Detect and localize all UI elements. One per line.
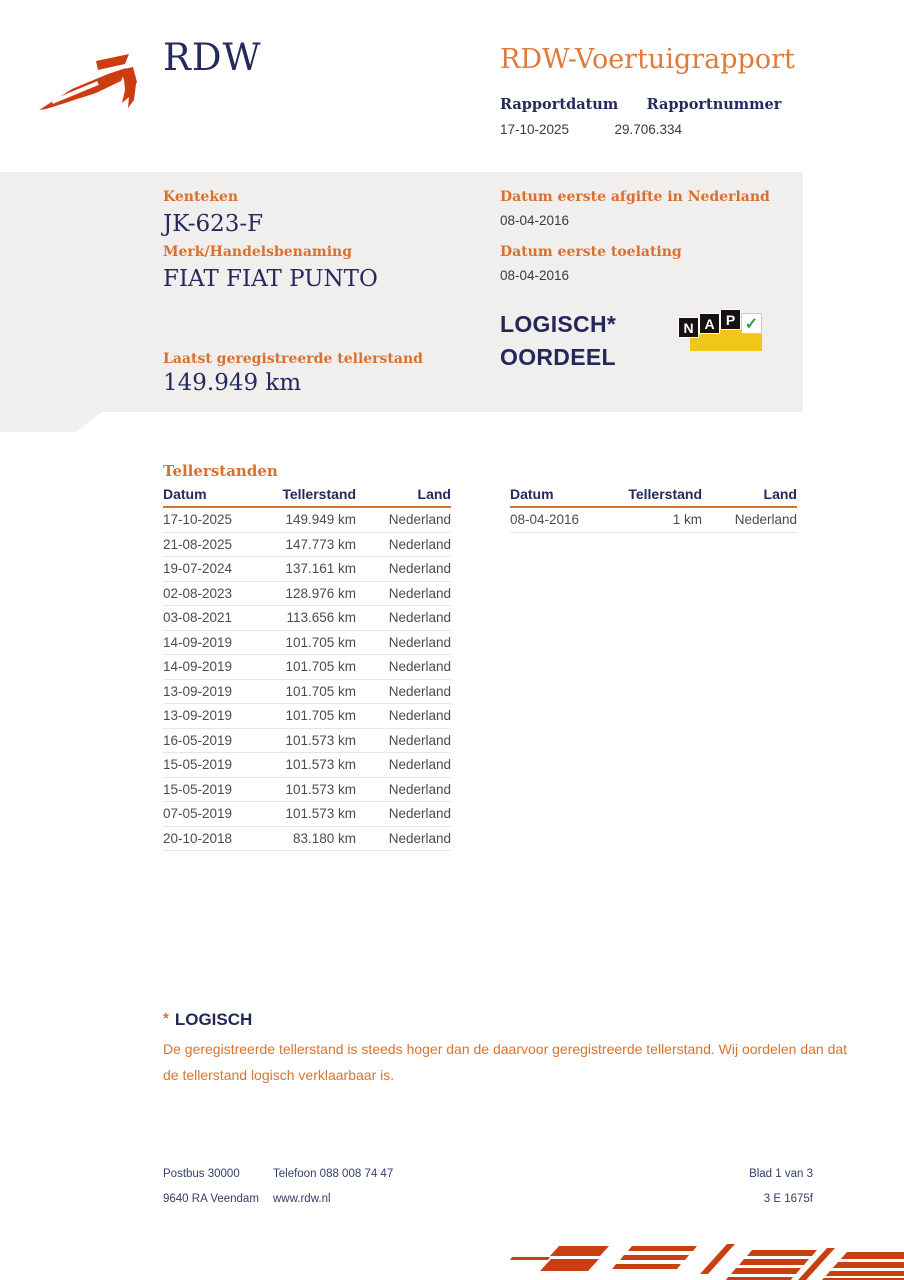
table-cell: 15-05-2019 xyxy=(163,757,233,773)
footer-phone: Telefoon 088 008 74 47 xyxy=(273,1168,394,1180)
table-cell: 137.161 km xyxy=(285,561,356,577)
toelating-label: Datum eerste toelating xyxy=(500,244,682,260)
report-meta xyxy=(500,96,781,139)
column-header-tellerstand: Tellerstand xyxy=(628,486,702,502)
table-cell: 16-05-2019 xyxy=(163,732,233,748)
footer-pageinfo xyxy=(749,1168,813,1218)
table-cell: 07-05-2019 xyxy=(163,806,233,822)
table-row xyxy=(163,508,451,533)
rdw-logo-text: RDW xyxy=(163,36,262,79)
table-row xyxy=(163,778,451,803)
footer-address xyxy=(163,1168,259,1218)
column-header-land: Land xyxy=(763,486,797,502)
column-header-tellerstand: Tellerstand xyxy=(282,486,356,502)
table-row xyxy=(163,533,451,558)
rdw-logo-icon xyxy=(36,52,146,116)
table-cell: 14-09-2019 xyxy=(163,634,233,650)
table-cell: 13-09-2019 xyxy=(163,683,233,699)
table-cell: 149.949 km xyxy=(285,512,356,528)
oordeel-line2: OORDEEL xyxy=(500,344,616,370)
table-cell: 19-07-2024 xyxy=(163,561,233,577)
table-row xyxy=(163,827,451,852)
table-row xyxy=(163,680,451,705)
table-cell: Nederland xyxy=(388,683,451,699)
table-cell: 101.705 km xyxy=(285,659,356,675)
kenteken-value: JK-623-F xyxy=(163,211,264,237)
table-header xyxy=(510,486,797,508)
column-header-land: Land xyxy=(417,486,451,502)
table-cell: 15-05-2019 xyxy=(163,781,233,797)
table-row xyxy=(163,729,451,754)
merk-label: Merk/Handelsbenaming xyxy=(163,244,353,260)
afgifte-field xyxy=(500,189,770,228)
table-cell: 14-09-2019 xyxy=(163,659,233,675)
table-row xyxy=(163,606,451,631)
afgifte-value: 08-04-2016 xyxy=(500,213,570,228)
footer-postbus: Postbus 30000 xyxy=(163,1168,240,1180)
table-cell: 02-08-2023 xyxy=(163,585,233,601)
report-date-label: Rapportdatum xyxy=(500,96,619,113)
table-cell: 03-08-2021 xyxy=(163,610,233,626)
nap-letter-p: P xyxy=(720,309,741,330)
table-cell: 113.656 km xyxy=(286,610,356,626)
table-body xyxy=(510,508,797,533)
afgifte-label: Datum eerste afgifte in Nederland xyxy=(500,189,770,205)
table-cell: 101.705 km xyxy=(285,634,356,650)
nap-logo xyxy=(678,308,764,354)
table-cell: Nederland xyxy=(388,536,451,552)
odometer-table-main xyxy=(163,486,451,851)
table-row xyxy=(163,655,451,680)
toelating-value: 08-04-2016 xyxy=(500,268,570,283)
table-cell: 101.573 km xyxy=(285,781,356,797)
table-header xyxy=(163,486,451,508)
table-row xyxy=(163,802,451,827)
table-cell: Nederland xyxy=(388,659,451,675)
kenteken-field xyxy=(163,189,263,237)
odometer-table-first-registration xyxy=(510,486,797,533)
table-body xyxy=(163,508,451,851)
table-cell: Nederland xyxy=(388,512,451,528)
table-row xyxy=(163,753,451,778)
table-cell: Nederland xyxy=(388,585,451,601)
table-cell: 13-09-2019 xyxy=(163,708,233,724)
table-cell: Nederland xyxy=(388,561,451,577)
note-asterisk: * xyxy=(163,1010,169,1027)
report-date-value: 17-10-2025 xyxy=(500,122,570,137)
table-cell: Nederland xyxy=(388,708,451,724)
note-body: De geregistreerde tellerstand is steeds hoger dan de daarvoor geregistreerde tellerstand. Wij oordelen dan dat de tellerstand logisch verklaarbaar is. xyxy=(163,1041,848,1083)
table-cell: 83.180 km xyxy=(292,830,356,846)
table-cell: Nederland xyxy=(388,781,451,797)
table-cell: 21-08-2025 xyxy=(163,536,233,552)
tellerstand-label: Laatst geregistreerde tellerstand xyxy=(163,351,423,367)
table-cell: Nederland xyxy=(388,732,451,748)
table-row xyxy=(163,631,451,656)
table-cell: 101.573 km xyxy=(285,732,356,748)
rdw-stripes-decoration-icon xyxy=(510,1238,904,1280)
kenteken-label: Kenteken xyxy=(163,189,239,205)
table-cell: Nederland xyxy=(388,830,451,846)
column-header-datum: Datum xyxy=(163,486,207,502)
merk-value: FIAT FIAT PUNTO xyxy=(163,266,378,292)
table-cell: 20-10-2018 xyxy=(163,830,233,846)
footer-form-code: 3 E 1675f xyxy=(763,1193,813,1205)
table-cell: Nederland xyxy=(388,806,451,822)
toelating-field xyxy=(500,244,682,283)
table-cell: 101.705 km xyxy=(285,683,356,699)
merk-field xyxy=(163,244,378,292)
column-header-datum: Datum xyxy=(510,486,554,502)
tellerstanden-title: Tellerstanden xyxy=(163,462,278,480)
table-row xyxy=(510,508,797,533)
report-number-value: 29.706.334 xyxy=(614,122,683,137)
table-cell: 101.573 km xyxy=(285,806,356,822)
table-row xyxy=(163,557,451,582)
tellerstand-field xyxy=(163,351,423,396)
nap-letter-a: A xyxy=(699,313,720,334)
table-row xyxy=(163,582,451,607)
note-title xyxy=(163,1010,252,1030)
tellerstand-value: 149.949 km xyxy=(163,370,302,396)
oordeel-verdict xyxy=(500,308,616,374)
table-cell: Nederland xyxy=(734,512,797,528)
nap-letter-n: N xyxy=(678,317,699,338)
oordeel-line1: LOGISCH* xyxy=(500,311,617,337)
footer-city: 9640 RA Veendam xyxy=(163,1193,259,1205)
table-cell: 08-04-2016 xyxy=(510,512,580,528)
table-cell: Nederland xyxy=(388,634,451,650)
table-cell: Nederland xyxy=(388,610,451,626)
footer-website: www.rdw.nl xyxy=(273,1193,331,1205)
table-row xyxy=(163,704,451,729)
report-number-label: Rapportnummer xyxy=(646,96,782,113)
table-cell: 101.573 km xyxy=(285,757,356,773)
table-cell: Nederland xyxy=(388,757,451,773)
footer-contact xyxy=(273,1168,393,1218)
table-cell: 17-10-2025 xyxy=(163,512,233,528)
table-cell: 101.705 km xyxy=(285,708,356,724)
table-cell: 147.773 km xyxy=(285,536,356,552)
nap-check-icon: ✓ xyxy=(741,313,762,334)
note-title-text: LOGISCH xyxy=(174,1010,253,1029)
page-title: RDW-Voertuigrapport xyxy=(500,44,795,75)
footer-page-number: Blad 1 van 3 xyxy=(749,1168,813,1180)
table-cell: 1 km xyxy=(672,512,702,528)
panel-corner-decoration xyxy=(0,412,102,432)
table-cell: 128.976 km xyxy=(285,585,356,601)
